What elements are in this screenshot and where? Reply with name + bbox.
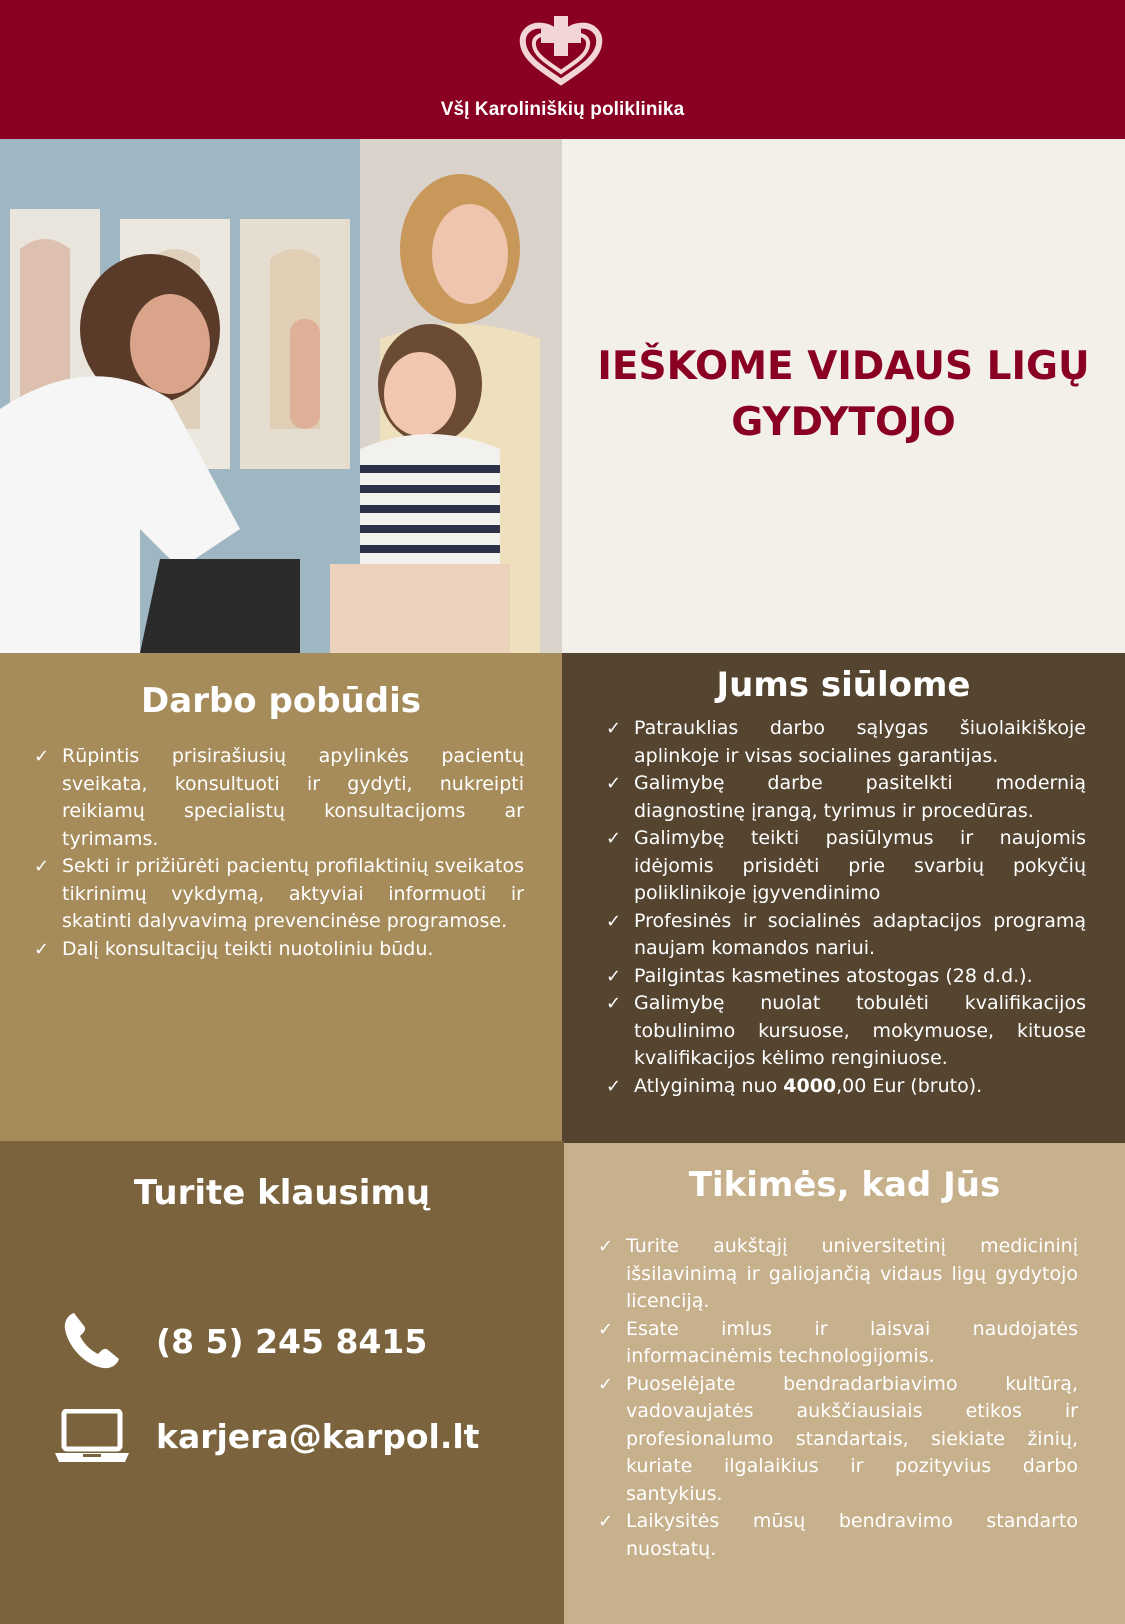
checkmark-icon: ✓: [606, 1075, 622, 1097]
org-name: VšĮ Karoliniškių poliklinika: [440, 99, 685, 120]
email-link[interactable]: [52, 1409, 479, 1463]
job-duties-list: [34, 743, 524, 963]
headline-panel: [562, 139, 1125, 653]
doctor-high-five-child-photo: [0, 139, 562, 653]
section-title: Darbo pobūdis: [141, 681, 421, 721]
list-item-text: Sekti ir prižiūrėti pacientų profilaktinių sveikatos tikrinimų vykdymą, aktyviai informuoti ir skatinti dalyvavimą prevencinėse programose.: [62, 855, 524, 932]
list-item-text: Esate imlus ir laisvai naudojatės informacinėmis technologijomis.: [626, 1317, 1078, 1367]
heart-cross-icon: [517, 14, 605, 86]
laptop-icon: [52, 1409, 132, 1463]
list-item-text: Laikysitės mūsų bendravimo standarto nuostatų.: [626, 1510, 1078, 1560]
offer-section: [562, 653, 1125, 1143]
list-item: [34, 936, 524, 964]
list-item: [606, 990, 1086, 1073]
salary-suffix: ,00 Eur (bruto).: [836, 1074, 983, 1097]
checkmark-icon: ✓: [606, 828, 622, 849]
list-item: [606, 963, 1086, 991]
list-item-text: Patrauklias darbo sąlygas šiuolaikiškoje aplinkoje ir visas socialines garantijas.: [634, 717, 1086, 767]
list-item-text: Galimybę teikti pasiūlymus ir naujomis idėjomis prisidėti prie svarbių pokyčių poliklinikoje įgyvendinimo: [634, 827, 1086, 904]
hero-illustration: [0, 139, 562, 653]
phone-link[interactable]: [52, 1309, 427, 1373]
checkmark-icon: ✓: [34, 856, 50, 877]
job-description-section: [0, 653, 562, 1141]
list-item-text: Profesinės ir socialinės adaptacijos programą naujam komandos nariui.: [634, 909, 1086, 959]
salary-prefix: Atlyginimą nuo: [634, 1074, 784, 1097]
section-title: Tikimės, kad Jūs: [688, 1165, 1001, 1205]
list-item: [598, 1508, 1078, 1563]
checkmark-icon: ✓: [606, 910, 622, 932]
list-item-text: Rūpintis prisirašiusių apylinkės pacientų sveikata, konsultuoti ir gydyti, nukreipti reikiamų specialistų konsultacijoms ar tyrimams.: [62, 745, 524, 850]
list-item-text: Turite aukštąjį universitetinį medicininį išsilavinimą ir galiojančią vidaus ligų gydytojo licenciją.: [626, 1235, 1078, 1312]
list-item: [606, 715, 1086, 770]
requirements-list: [598, 1233, 1078, 1563]
list-item-text: Pailgintas kasmetines atostogas (28 d.d.).: [634, 964, 1033, 987]
salary-item: [606, 1073, 1086, 1101]
list-item: [606, 770, 1086, 825]
list-item: [598, 1233, 1078, 1316]
checkmark-icon: ✓: [606, 773, 622, 794]
section-title: Jums siūlome: [716, 665, 971, 705]
checkmark-icon: ✓: [606, 993, 622, 1014]
salary-amount: 4000: [783, 1074, 837, 1097]
headline-line-1: IEŠKOME VIDAUS LIGŲ: [597, 344, 1090, 389]
headline-line-2: GYDYTOJO: [731, 400, 956, 445]
list-item: [598, 1371, 1078, 1509]
list-item-text: Galimybę darbe pasitelkti modernią diagnostinę įrangą, tyrimus ir procedūras.: [634, 772, 1086, 822]
checkmark-icon: ✓: [598, 1318, 614, 1340]
list-item: [606, 825, 1086, 908]
checkmark-icon: ✓: [598, 1236, 614, 1257]
phone-number: (8 5) 245 8415: [156, 1321, 428, 1361]
list-item-text: Puoselėjate bendradarbiavimo kultūrą, vadovaujatės aukščiausiais etikos ir profesionalumo standartais, siekiate žinių, kuriate ilgalaikius ir pozityvius darbo santykius.: [626, 1372, 1078, 1505]
header-banner: [0, 0, 1125, 139]
list-item: [34, 743, 524, 853]
checkmark-icon: ✓: [34, 746, 50, 767]
checkmark-icon: ✓: [34, 938, 50, 960]
email-address: karjera@karpol.lt: [156, 1416, 480, 1456]
requirements-section: [564, 1143, 1125, 1624]
offer-list: [606, 715, 1086, 1100]
contact-section: [0, 1141, 564, 1624]
phone-icon: [52, 1309, 132, 1373]
job-headline: [562, 339, 1125, 451]
list-item: [598, 1316, 1078, 1371]
checkmark-icon: ✓: [606, 965, 622, 987]
checkmark-icon: ✓: [598, 1373, 614, 1395]
list-item-text: Dalį konsultacijų teikti nuotoliniu būdu.: [62, 937, 434, 960]
section-title: Turite klausimų: [133, 1173, 431, 1213]
checkmark-icon: ✓: [598, 1511, 614, 1532]
list-item: [34, 853, 524, 936]
list-item-text: Galimybę nuolat tobulėti kvalifikacijos tobulinimo kursuose, mokymuose, kituose kvalifikacijos kėlimo renginiuose.: [634, 992, 1086, 1069]
checkmark-icon: ✓: [606, 718, 622, 739]
list-item: [606, 908, 1086, 963]
